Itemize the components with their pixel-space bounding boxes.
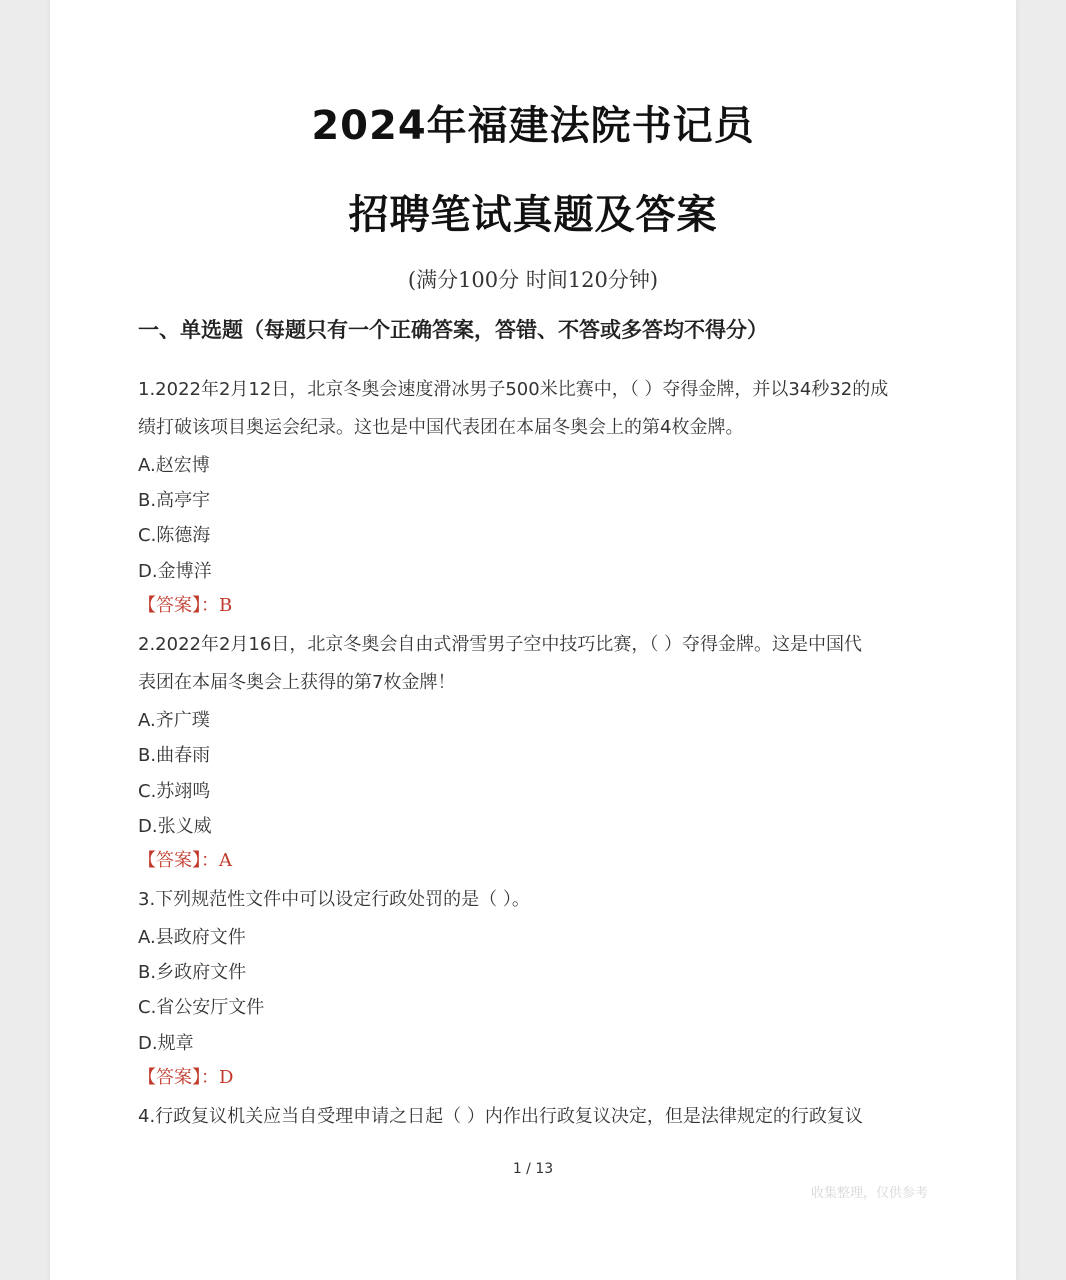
question-1-answer: 【答案】：B (138, 595, 233, 616)
question-1-option-c: C.陈德海 (138, 525, 211, 546)
question-1-option-b: B.高亭宇 (138, 490, 211, 511)
question-1-option-a: A.赵宏博 (138, 455, 210, 476)
document-page (50, 0, 1016, 1280)
question-1-stem-line2: 绩打破该项目奥运会纪录。这也是中国代表团在本届冬奥会上的第4枚金牌。 (138, 417, 744, 438)
document-subtitle: (满分100分 时间120分钟) (407, 268, 659, 292)
question-3-stem-line1: 3.下列规范性文件中可以设定行政处罚的是（ ）。 (138, 889, 530, 910)
document-title-line2: 招聘笔试真题及答案 (348, 192, 718, 238)
question-3-answer: 【答案】：D (138, 1067, 234, 1088)
question-2-answer: 【答案】：A (138, 850, 232, 871)
question-2-option-d: D.张义威 (138, 816, 212, 837)
question-1-stem-line1: 1.2022年2月12日，北京冬奥会速度滑冰男子500米比赛中，（ ）夺得金牌，并以34秒32的成 (138, 379, 889, 400)
question-2-option-b: B.曲春雨 (138, 745, 211, 766)
question-3-option-d: D.规章 (138, 1033, 194, 1054)
question-3-option-c: C.省公安厅文件 (138, 997, 265, 1018)
question-2-option-a: A.齐广璞 (138, 710, 210, 731)
question-2-option-c: C.苏翊鸣 (138, 781, 211, 802)
question-3-option-b: B.乡政府文件 (138, 962, 247, 983)
question-4-stem-line1: 4.行政复议机关应当自受理申请之日起（ ）内作出行政复议决定，但是法律规定的行政复议 (138, 1106, 863, 1127)
document-title-line1: 2024年福建法院书记员 (311, 103, 755, 149)
question-3-option-a: A.县政府文件 (138, 927, 246, 948)
watermark: 收集整理，仅供参考 (810, 1186, 928, 1201)
page-indicator: 1 / 13 (512, 1161, 554, 1177)
question-2-stem-line1: 2.2022年2月16日，北京冬奥会自由式滑雪男子空中技巧比赛，（ ）夺得金牌。这是中国代 (138, 634, 863, 655)
question-2-stem-line2: 表团在本届冬奥会上获得的第7枚金牌！ (138, 672, 456, 693)
question-1-option-d: D.金博洋 (138, 561, 212, 582)
section-heading: 一、单选题（每题只有一个正确答案，答错、不答或多答均不得分） (138, 318, 768, 342)
